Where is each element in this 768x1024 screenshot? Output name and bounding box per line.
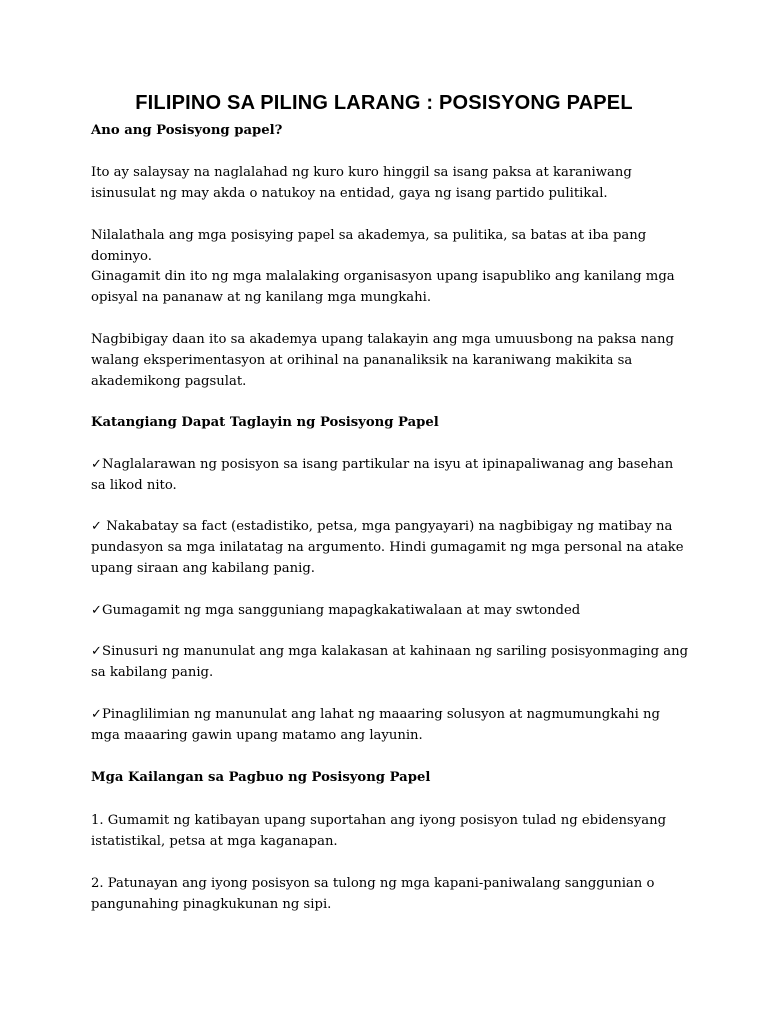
document-title: FILIPINO SA PILING LARANG : POSISYONG PAPEL	[135, 92, 633, 114]
requirement-item-1: 1. Gumamit ng katibayan upang suportahan ang iyong posisyon tulad ng ebidensyang istatistikal, petsa at mga kaganapan.	[91, 813, 667, 849]
heading-ano-ang-posisyong-papel: Ano ang Posisyong papel?	[91, 123, 283, 138]
paragraph-academe: Nagbibigay daan ito sa akademya upang talakayin ang mga umuusbong na paksa nang walang eksperimentasyon at orihinal na pananaliksik na karaniwang makikita sa akademikong pagsulat.	[91, 332, 674, 389]
characteristic-item-4: ✓Sinusuri ng manunulat ang mga kalakasan at kahinaan ng sariling posisyonmaging ang sa kabilang panig.	[91, 644, 689, 680]
paragraph-publication: Nilalathala ang mga posisying papel sa akademya, sa pulitika, sa batas at iba pang dominyo.	[91, 228, 647, 264]
characteristic-item-3: ✓Gumagamit ng mga sangguniang mapagkakatiwalaan at may swtonded	[91, 603, 581, 618]
paragraph-definition: Ito ay salaysay na naglalahad ng kuro kuro hinggil sa isang paksa at karaniwang isinusulat ng may akda o natukoy na entidad, gaya ng isang partido pulitikal.	[91, 165, 632, 201]
requirement-item-2: 2. Patunayan ang iyong posisyon sa tulong ng mga kapani-paniwalang sanggunian o pangunahing pinagkukunan ng sipi.	[91, 876, 655, 912]
characteristic-item-2: ✓ Nakabatay sa fact (estadistiko, petsa, mga pangyayari) na nagbibigay ng matibay na pundasyon sa mga inilatatag na argumento. Hindi gumagamit ng mga personal na atake upang siraan ang kabilang panig.	[91, 519, 684, 576]
heading-katangian: Katangiang Dapat Taglayin ng Posisyong Papel	[91, 415, 439, 430]
characteristic-item-5: ✓Pinaglilimian ng manunulat ang lahat ng maaaring solusyon at nagmumungkahi ng mga maaaring gawin upang matamo ang layunin.	[91, 707, 660, 743]
heading-mga-kailangan: Mga Kailangan sa Pagbuo ng Posisyong Papel	[91, 770, 431, 785]
paragraph-organizations: Ginagamit din ito ng mga malalaking organisasyon upang isapubliko ang kanilang mga opisyal na pananaw at ng kanilang mga mungkahi.	[91, 269, 675, 305]
characteristic-item-1: ✓Naglalarawan ng posisyon sa isang partikular na isyu at ipinapaliwanag ang basehan sa likod nito.	[91, 457, 674, 493]
